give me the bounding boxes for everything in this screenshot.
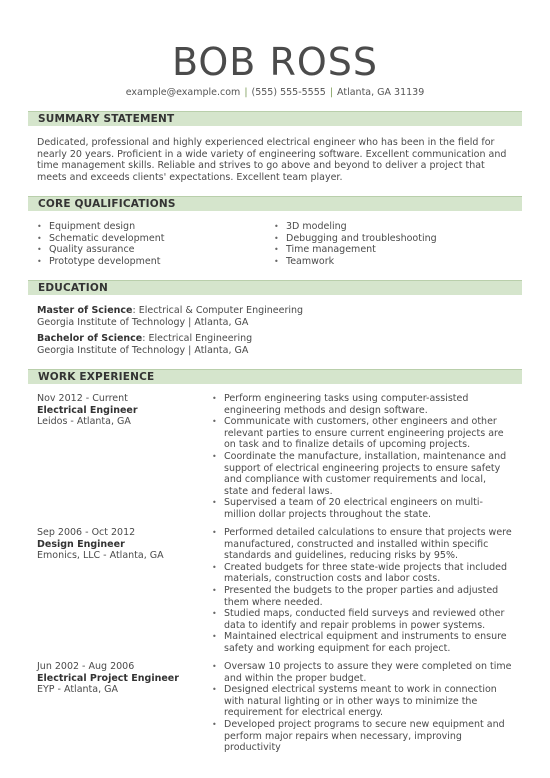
duty-item: • Perform engineering tasks using computer-assisted engineering methods and design software. [212,393,512,416]
job-dates: Nov 2012 - Current [37,393,128,404]
qualification-item: • Debugging and troubleshooting [274,233,437,245]
education-section-header [28,280,522,295]
job-company: EYP - Atlanta, GA [37,684,118,696]
duty-item: • Oversaw 10 projects to assure they were completed on time and within the proper budget. [212,661,512,684]
job-title: Electrical Project Engineer [37,672,179,684]
experience-heading: WORK EXPERIENCE [38,371,155,383]
contact-separator: | [329,87,334,98]
job-info [37,527,207,562]
duty-item: • Maintained electrical equipment and instruments to ensure safety and working equipment for each project. [212,631,512,654]
job-title: Design Engineer [37,538,125,550]
qualification-item: • Equipment design [37,221,164,233]
contact-separator: | [244,87,248,98]
degree-name: Bachelor of Science [37,333,143,344]
job-duties-list [212,527,512,655]
qualification-item: • Schematic development [37,233,164,245]
summary-heading: SUMMARY STATEMENT [38,113,175,125]
duty-item: • Studied maps, conducted field surveys and reviewed other data to identify and repair problems in power systems. [212,608,512,631]
duty-item: • Created budgets for three state-wide projects that included materials, construction costs and labor costs. [212,562,512,585]
duty-item: • Supervised a team of 20 electrical engineers on multi-million dollar projects throughout the state. [212,497,512,520]
qualification-item: • 3D modeling [274,221,437,233]
job-duties-list [212,393,512,521]
candidate-name: BOB ROSS [171,40,378,84]
education-entry [37,333,252,356]
qualifications-heading: CORE QUALIFICATIONS [38,198,176,210]
duty-item: • Presented the budgets to the proper parties and adjusted them where needed. [212,585,512,608]
experience-section-header [28,369,522,384]
job-info [37,393,207,428]
job-info [37,661,207,696]
job-title: Electrical Engineer [37,404,138,416]
degree-field: : Electrical Engineering [142,333,253,344]
contact-line [0,87,550,99]
contact-email[interactable]: example@example.com [125,87,241,98]
qualifications-list-left [37,221,164,267]
qualification-item: • Prototype development [37,256,164,268]
school-name: Georgia Institute of Technology | Atlanta, GA [37,316,249,328]
job-dates: Sep 2006 - Oct 2012 [37,527,136,538]
qualifications-list-right [274,221,437,267]
job-company: Emonics, LLC - Atlanta, GA [37,550,164,562]
qualifications-section-header [28,196,522,211]
duty-item: • Developed project programs to secure new equipment and perform major repairs when necessary, improving productivity [212,719,512,754]
duty-item: • Coordinate the manufacture, installation, maintenance and support of electrical engineering projects to ensure safety and compliance with customer requirements and local, state and federal laws. [212,451,512,497]
contact-location: Atlanta, GA 31139 [337,87,425,98]
summary-section-header [28,111,522,126]
duty-item: • Designed electrical systems meant to work in connection with natural lighting or in other ways to minimize the requirement for electrical energy. [212,684,512,719]
degree-field: : Electrical & Computer Engineering [132,305,304,316]
education-entry [37,305,303,328]
school-name: Georgia Institute of Technology | Atlanta, GA [37,344,249,356]
job-duties-list [212,661,512,754]
degree-name: Master of Science [37,305,133,316]
duty-item: • Communicate with customers, other engineers and other relevant parties to ensure current engineering projects are on task and to finalize details of upcoming projects. [212,416,512,451]
duty-item: • Performed detailed calculations to ensure that projects were manufactured, constructed and installed within specific standards and guidelines, reducing risks by 95%. [212,527,512,562]
qualification-item: • Teamwork [274,256,437,268]
education-heading: EDUCATION [38,282,109,294]
qualification-item: • Time management [274,244,437,256]
job-dates: Jun 2002 - Aug 2006 [37,661,135,672]
job-company: Leidos - Atlanta, GA [37,416,131,428]
qualification-item: • Quality assurance [37,244,164,256]
summary-text: Dedicated, professional and highly experienced electrical engineer who has been in the field for nearly 20 years. Proficient in a wide variety of engineering software. Excellent communication and time management skills. Reliable and strives to go above and beyond to deliver a project that meets and exceeds clients' expectations. Excellent team player. [37,137,507,183]
contact-phone: (555) 555-5555 [251,87,326,98]
